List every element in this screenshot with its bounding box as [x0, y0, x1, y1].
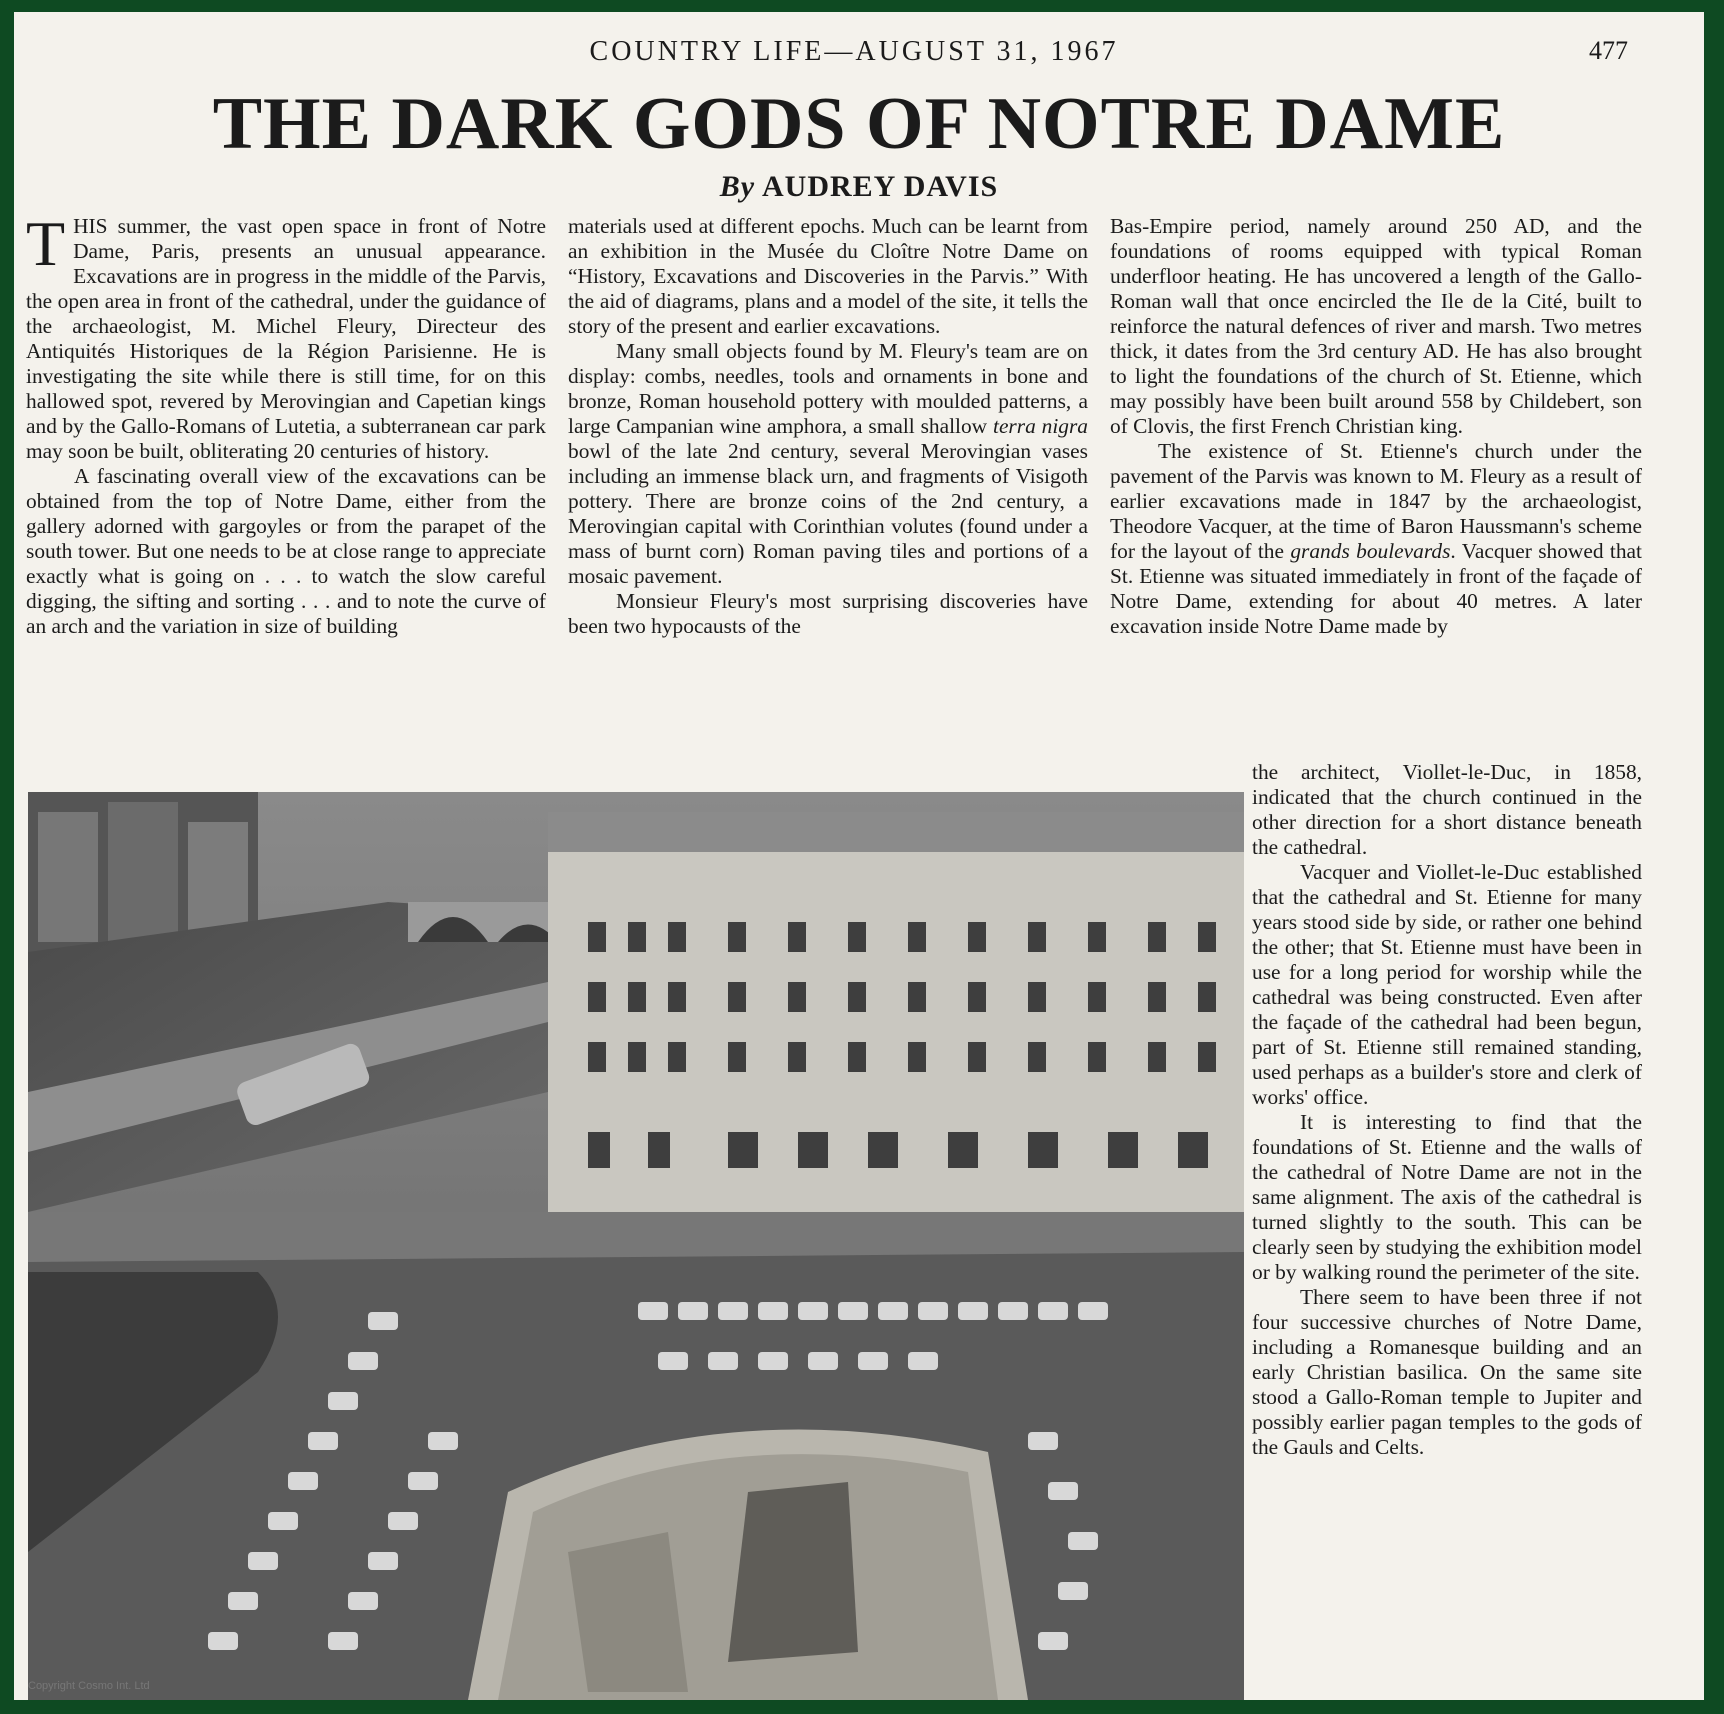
paragraph: A fascinating overall view of the excavations can be obtained from the top of Notre Dame, either from the gallery adorned with gargoyles or from the parapet of the south tower. But one needs to be at close range to appreciate exactly what is going on . . . to watch the slow careful digging, the sifting and sorting . . . and to note the curve of an arch and the variation in size of building: [26, 464, 546, 638]
paragraph: It is interesting to find that the foundations of St. Etienne and the walls of the cathedral of Notre Dame are not in the same alignment. The axis of the cathedral is turned slightly to the south. This can be clearly seen by studying the exhibition model or by walking round the perimeter of the site.: [1252, 1110, 1642, 1284]
author-name: AUDREY DAVIS: [761, 170, 999, 203]
paragraph: the architect, Viollet-le-Duc, in 1858, indicated that the church continued in the other direction for a short distance beneath the cathedral.: [1252, 760, 1642, 859]
paragraph: THIS summer, the vast open space in front of Notre Dame, Paris, presents an unusual appearance. Excavations are in progress in the middle of the Parvis, the open area in front of the cathedral, under the guidance of the archaeologist, M. Michel Fleury, Directeur des Antiquités Historiques de la Région Parisienne. He is investigating the site while there is still time, for on this hallowed spot, revered by Merovingian and Capetian kings and by the Gallo-Romans of Lutetia, a subterranean car park may soon be built, obliterating 20 centuries of history.: [26, 208, 546, 463]
paragraph: Monsieur Fleury's most surprising discoveries have been two hypocausts of the: [568, 589, 1088, 638]
byline-prefix: By: [719, 170, 756, 203]
paragraph: Bas-Empire period, namely around 250 AD, and the foundations of rooms equipped with typical Roman underfloor heating. He has uncovered a length of the Gallo-Roman wall that once encircled the Ile de la Cité, built to reinforce the natural defences of river and marsh. Two metres thick, it dates from the 3rd century AD. He has also brought to light the foundations of the church of St. Etienne, which may possibly have been built around 558 by Childebert, son of Clovis, the first French Christian king.: [1110, 214, 1642, 438]
paragraph: materials used at different epochs. Much can be learnt from an exhibition in the Musée du Cloître Notre Dame on “History, Excavations and Discoveries in the Parvis.” With the aid of diagrams, plans and a model of the site, it tells the story of the present and earlier excavations.: [568, 214, 1088, 338]
magazine-page: [14, 12, 1704, 1700]
paragraph: The existence of St. Etienne's church under the pavement of the Parvis was known to M. Fleury as a result of earlier excavations made in 1847 by the archaeologist, Theodore Vacquer, at the time of Baron Haussmann's scheme for the layout of the grands boulevards. Vacquer showed that St. Etienne was situated immediately in front of the façade of Notre Dame, extending for about 40 metres. A later excavation inside Notre Dame made by: [1110, 439, 1642, 638]
paragraph: Many small objects found by M. Fleury's team are on display: combs, needles, tools and ornaments in bone and bronze, Roman household pottery with moulded patterns, a large Campanian wine amphora, a small shallow terra nigra bowl of the late 2nd century, several Merovingian vases including an immense black urn, and fragments of Visigoth pottery. There are bronze coins of the 2nd century, a Merovingian capital with Corinthian volutes (found under a mass of burnt corn) Roman paving tiles and portions of a mosaic pavement.: [568, 339, 1089, 588]
drop-cap: T: [26, 208, 66, 279]
paragraph: There seem to have been three if not four successive churches of Notre Dame, including a Romanesque building and an early Christian basilica. On the same site stood a Gallo-Roman temple to Jupiter and possibly earlier pagan temples to the gods of the Gauls and Celts.: [1252, 1285, 1642, 1459]
copyright-notice: Copyright Cosmo Int. Ltd: [28, 1680, 150, 1692]
text-column-2: [568, 214, 1088, 639]
article-title: THE DARK GODS OF NOTRE DAME: [212, 83, 1506, 165]
text-column-1: [26, 208, 546, 639]
text-column-3-lower: [1252, 760, 1642, 1460]
text-column-3: [1110, 214, 1642, 639]
aerial-photo: [28, 792, 1244, 1700]
aerial-photo-image: [28, 792, 1244, 1700]
page-number: 477: [1589, 36, 1628, 65]
paragraph: Vacquer and Viollet-le-Duc established that the cathedral and St. Etienne for many years stood side by side, or rather one behind the other; that St. Etienne must have been in use for a long period for worship while the cathedral was being constructed. Even after the façade of the cathedral had been begun, part of St. Etienne still remained standing, used perhaps as a builder's store and clerk of works' office.: [1252, 860, 1642, 1109]
byline: [14, 170, 1704, 204]
running-head: COUNTRY LIFE—AUGUST 31, 1967: [589, 36, 1119, 67]
